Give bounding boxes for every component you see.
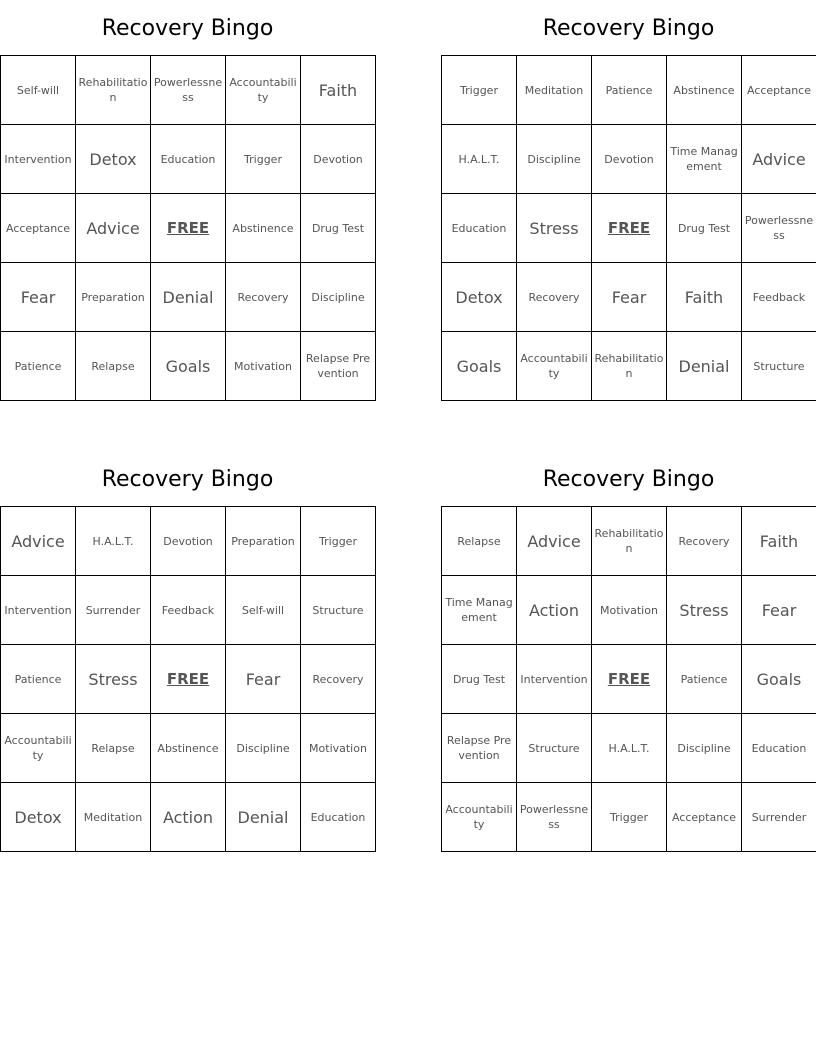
bingo-cell: Accountability	[442, 783, 517, 852]
bingo-cell: Detox	[76, 125, 151, 194]
bingo-cell: Patience	[592, 56, 667, 125]
bingo-cell: Patience	[1, 332, 76, 401]
bingo-cell: Acceptance	[1, 194, 76, 263]
bingo-cell: Powerlessness	[151, 56, 226, 125]
grid-row	[442, 507, 816, 576]
bingo-card	[0, 451, 375, 852]
bingo-cell: Acceptance	[742, 56, 816, 125]
card-title: Recovery Bingo	[542, 16, 715, 41]
grid-row	[1, 576, 376, 645]
bingo-cell: Fear	[742, 576, 816, 645]
bingo-cell: Denial	[226, 783, 301, 852]
grid-row	[442, 263, 816, 332]
bingo-cell: Trigger	[592, 783, 667, 852]
bingo-cell: Self-will	[1, 56, 76, 125]
free-space-cell: FREE	[151, 645, 226, 714]
grid-row	[1, 194, 376, 263]
bingo-cell: Denial	[151, 263, 226, 332]
bingo-cell: Structure	[301, 576, 376, 645]
bingo-cell: Fear	[1, 263, 76, 332]
grid-row	[442, 645, 816, 714]
bingo-cell: Discipline	[301, 263, 376, 332]
grid-row	[1, 125, 376, 194]
bingo-cell: Motivation	[226, 332, 301, 401]
bingo-cell: Meditation	[517, 56, 592, 125]
bingo-cell: Rehabilitation	[76, 56, 151, 125]
bingo-cell: Discipline	[667, 714, 742, 783]
bingo-grid	[441, 506, 816, 852]
bingo-cell: Denial	[667, 332, 742, 401]
bingo-cell: Education	[151, 125, 226, 194]
bingo-cell: Recovery	[517, 263, 592, 332]
bingo-cell: Advice	[76, 194, 151, 263]
bingo-cell: Feedback	[151, 576, 226, 645]
bingo-cell: Advice	[1, 507, 76, 576]
bingo-cell: Discipline	[517, 125, 592, 194]
bingo-cell: Intervention	[1, 576, 76, 645]
bingo-cell: Abstinence	[226, 194, 301, 263]
bingo-cell: Stress	[667, 576, 742, 645]
bingo-cell: Devotion	[592, 125, 667, 194]
bingo-cell: Drug Test	[667, 194, 742, 263]
bingo-cell: Advice	[517, 507, 592, 576]
bingo-cell: Goals	[151, 332, 226, 401]
grid-row	[1, 56, 376, 125]
bingo-grid	[441, 55, 816, 401]
bingo-cell: Structure	[517, 714, 592, 783]
grid-row	[1, 714, 376, 783]
grid-row	[1, 263, 376, 332]
bingo-cell: Rehabilitation	[592, 507, 667, 576]
bingo-cell: Faith	[742, 507, 816, 576]
bingo-cell: Self-will	[226, 576, 301, 645]
bingo-cell: Intervention	[517, 645, 592, 714]
bingo-cell: Patience	[1, 645, 76, 714]
bingo-cell: Accountability	[226, 56, 301, 125]
grid-row	[1, 645, 376, 714]
bingo-cell: Relapse	[76, 714, 151, 783]
free-space-cell: FREE	[592, 645, 667, 714]
bingo-card	[441, 451, 816, 852]
bingo-cell: Stress	[76, 645, 151, 714]
bingo-cell: H.A.L.T.	[592, 714, 667, 783]
bingo-cell: Rehabilitation	[592, 332, 667, 401]
bingo-cell: Devotion	[301, 125, 376, 194]
bingo-grid	[0, 506, 376, 852]
grid-row	[442, 576, 816, 645]
grid-row	[1, 783, 376, 852]
bingo-cell: Fear	[592, 263, 667, 332]
bingo-cell: Surrender	[742, 783, 816, 852]
bingo-cell: Preparation	[226, 507, 301, 576]
bingo-cell: Devotion	[151, 507, 226, 576]
bingo-cell: Recovery	[301, 645, 376, 714]
bingo-cell: Relapse Prevention	[442, 714, 517, 783]
bingo-cell: Feedback	[742, 263, 816, 332]
bingo-card	[441, 0, 816, 401]
bingo-cell: Powerlessness	[742, 194, 816, 263]
bingo-cell: Detox	[442, 263, 517, 332]
grid-row	[1, 507, 376, 576]
bingo-cell: Education	[742, 714, 816, 783]
bingo-cell: Trigger	[442, 56, 517, 125]
bingo-cell: Trigger	[301, 507, 376, 576]
bingo-cell: Time Management	[667, 125, 742, 194]
bingo-cell: Relapse Prevention	[301, 332, 376, 401]
bingo-cell: Action	[517, 576, 592, 645]
bingo-cell: Goals	[442, 332, 517, 401]
bingo-cell: Abstinence	[151, 714, 226, 783]
grid-row	[442, 194, 816, 263]
bingo-cell: Education	[301, 783, 376, 852]
grid-row	[442, 714, 816, 783]
bingo-cell: Drug Test	[301, 194, 376, 263]
bingo-cell: Faith	[667, 263, 742, 332]
bingo-cell: Motivation	[592, 576, 667, 645]
card-title: Recovery Bingo	[101, 16, 274, 41]
bingo-cell: H.A.L.T.	[76, 507, 151, 576]
bingo-cell: Patience	[667, 645, 742, 714]
bingo-cell: Intervention	[1, 125, 76, 194]
bingo-card	[0, 0, 375, 401]
bingo-cell: Accountability	[517, 332, 592, 401]
bingo-cell: Drug Test	[442, 645, 517, 714]
grid-row	[442, 125, 816, 194]
bingo-cell: Trigger	[226, 125, 301, 194]
bingo-cell: Powerlessness	[517, 783, 592, 852]
bingo-grid	[0, 55, 376, 401]
bingo-cell: Faith	[301, 56, 376, 125]
grid-row	[442, 56, 816, 125]
grid-row	[442, 783, 816, 852]
bingo-cell: Motivation	[301, 714, 376, 783]
bingo-cell: Education	[442, 194, 517, 263]
bingo-cell: Stress	[517, 194, 592, 263]
bingo-cell: Detox	[1, 783, 76, 852]
bingo-cell: Acceptance	[667, 783, 742, 852]
bingo-cell: Accountability	[1, 714, 76, 783]
free-space-cell: FREE	[592, 194, 667, 263]
bingo-cell: Surrender	[76, 576, 151, 645]
bingo-cell: Relapse	[76, 332, 151, 401]
bingo-cell: Fear	[226, 645, 301, 714]
bingo-cell: Abstinence	[667, 56, 742, 125]
bingo-cell: Meditation	[76, 783, 151, 852]
bingo-cell: Advice	[742, 125, 816, 194]
bingo-cell: Time Management	[442, 576, 517, 645]
bingo-cell: Recovery	[226, 263, 301, 332]
bingo-cell: Recovery	[667, 507, 742, 576]
grid-row	[1, 332, 376, 401]
card-title: Recovery Bingo	[542, 467, 715, 492]
grid-row	[442, 332, 816, 401]
bingo-cell: Relapse	[442, 507, 517, 576]
bingo-cell: Goals	[742, 645, 816, 714]
free-space-cell: FREE	[151, 194, 226, 263]
bingo-cell: Preparation	[76, 263, 151, 332]
bingo-cell: H.A.L.T.	[442, 125, 517, 194]
bingo-cell: Structure	[742, 332, 816, 401]
bingo-cell: Action	[151, 783, 226, 852]
card-title: Recovery Bingo	[101, 467, 274, 492]
bingo-cell: Discipline	[226, 714, 301, 783]
